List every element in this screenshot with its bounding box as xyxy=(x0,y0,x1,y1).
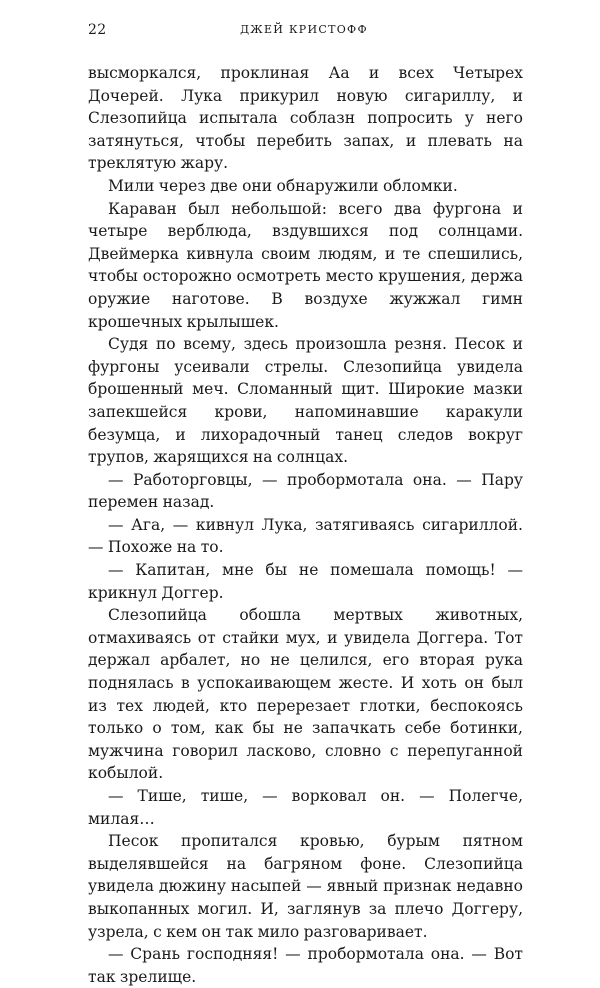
paragraph: Слезопийца обошла мертвых животных, отмахиваясь от стайки мух, и увидела Доггера. Тот держал арбалет, но не целился, его вторая рука поднялась в успокаивающем жесте. И хоть он был из тех людей, кто перерезает глотки, беспокоясь только о том, как бы не запачкать себе ботинки, мужчина говорил ласково, словно с перепуганной кобылой. xyxy=(88,606,523,783)
paragraph: Песок пропитался кровью, бурым пятном выделявшейся на багряном фоне. Слезопийца увидела дюжину насыпей — явный признак недавно выкопанных могил. И, заглянув за плечо Доггеру, узрела, с кем он так мило разговаривает. xyxy=(88,832,523,941)
running-head-author: ДЖЕЙ КРИСТОФФ xyxy=(240,23,368,36)
paragraph: — Работорговцы, — пробормотала она. — Пару перемен назад. xyxy=(88,470,523,512)
paragraph: — Срань господняя! — пробормотала она. — Вот так зрелище. xyxy=(88,945,523,986)
paragraph: высморкался, проклиная Аа и всех Четырех Дочерей. Лука прикурил новую сигариллу, и Слезопийца испытала соблазн попросить у него затянуться, чтобы перебить запах, и плевать на треклятую жару. xyxy=(88,64,523,173)
paragraph: Мили через две они обнаружили обломки. xyxy=(108,176,458,195)
paragraph: — Тише, тише, — ворковал он. — Полегче, милая… xyxy=(88,787,523,828)
paragraph: Судя по всему, здесь произошла резня. Песок и фургоны усеивали стрелы. Слезопийца увидела брошенный меч. Сломанный щит. Широкие мазки запекшейся крови, напоминавшие каракули безумца, и лихорадочный танец следов вокруг трупов, жарящихся на солнцах. xyxy=(88,335,523,467)
paragraph: — Капитан, мне бы не помешала помощь! — крикнул Доггер. xyxy=(88,561,523,602)
page-number: 22 xyxy=(88,22,107,38)
paragraph: — Ага, — кивнул Лука, затягиваясь сигариллой. — Похоже на то. xyxy=(88,515,523,557)
running-head xyxy=(88,22,520,42)
body-text xyxy=(88,62,523,988)
paragraph: Караван был небольшой: всего два фургона и четыре верблюда, вздувшихся под солнцами. Двеймерка кивнула своим людям, и те спешились, чтобы осторожно осмотреть место крушения, держа оружие наготове. В воздухе жужжал гимн крошечных крылышек. xyxy=(88,199,523,331)
